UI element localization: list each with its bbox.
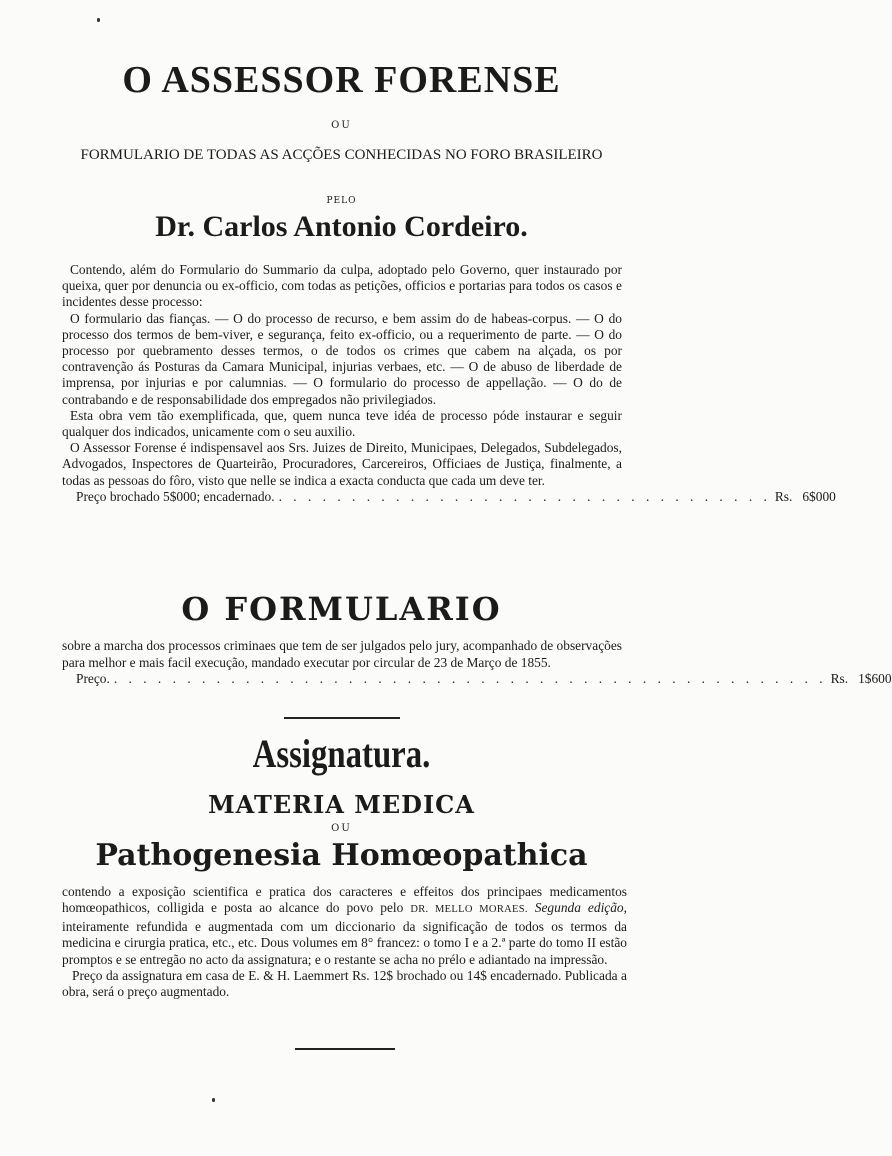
text-part: , inteiramente refundida e augmentada com um diccionario da significação de todos os termos da medicina e cirurgia pratica, etc., etc. Dous volumes em 8° francez: o tomo I e a 2.ª parte do tomo II estão promptos e se entregão no acto da assignatura; e o restante se acha no prélo e adiantado na impressão. — [62, 900, 627, 967]
section-divider — [284, 717, 400, 719]
closing-divider — [295, 1048, 395, 1050]
pathogenesia-title: Pathogenesia Homœopathica — [95, 838, 588, 873]
ink-speck — [97, 18, 100, 22]
price-amount: 6$000 — [802, 488, 836, 504]
subscription-text: Preço da assignatura em casa de E. & H. Laemmert Rs. 12$ brochado ou 14$ encadernado. Publicada a obra, será o preço augmentado. — [62, 968, 627, 1000]
pathogenesia-description — [62, 884, 627, 1001]
price-currency: Rs. — [774, 488, 793, 504]
subtitle: FORMULARIO DE TODAS AS ACÇÕES CONHECIDAS NO FORO BRASILEIRO — [80, 147, 603, 163]
description-paragraph: O Assessor Forense é indispensavel aos Srs. Juizes de Direito, Municipaes, Delegados, Subdelegados, Advogados, Inspectores de Quarteirão, Procuradores, Carcereiros, Officiaes de Justiça, finalmente, a todas as pessoas do fôro, visto que nelle se indica a exacta conducta que cada um deve ter. — [62, 440, 622, 488]
author-name: Dr. Carlos Antonio Cordeiro. — [155, 210, 528, 243]
leader-dots: . . . . . . . . . . . . . . . . . . . . . . . . . . . . . . . . . . — [278, 488, 771, 504]
assessor-price-line — [62, 488, 836, 505]
ink-speck — [212, 1098, 215, 1102]
leader-dots: . . . . . . . . . . . . . . . . . . . . . . . . . . . . . . . . . . . . . . . . . . . . . . . . . — [113, 671, 827, 686]
assessor-description — [62, 262, 836, 505]
description-paragraph: Contendo, além do Formulario do Summario da culpa, adoptado pelo Governo, quer instaurado por queixa, quer por denuncia ou ex-officio, com todas as petições, officios e portarias para todos os casos e incidentes desse processo: — [62, 262, 622, 310]
connector-ou: OU — [331, 823, 352, 834]
edition-note: Segunda edição — [534, 900, 624, 916]
pathogenesia-text — [62, 884, 627, 968]
page-title: O ASSESSOR FORENSE — [122, 59, 561, 101]
price-label: Preço. — [76, 671, 110, 686]
price-currency: Rs. — [830, 671, 849, 686]
description-paragraph: Esta obra vem tão exemplificada, que, quem nunca teve idéa de processo póde instaurar e seguir qualquer dos indicados, unicamente com o seu auxilio. — [62, 407, 622, 440]
author-reference: DR. MELLO MORAES. — [410, 904, 528, 916]
formulario-description — [62, 638, 892, 688]
text-part: contendo a exposição scientifica e pratica dos caracteres e effeitos dos principaes medicamentos homœopathicos, colligida e posta ao alcance do povo pelo — [62, 884, 627, 916]
materia-medica-heading: MATERIA MEDICA — [208, 790, 475, 819]
price-amount: 1$600 — [858, 671, 892, 686]
connector-pelo: PELO — [326, 196, 357, 206]
formulario-heading: O FORMULARIO — [181, 590, 502, 628]
formulario-text: sobre a marcha dos processos criminaes que tem de ser julgados pelo jury, acompanhado de observações para melhor e mais facil execução, mandado executar por circular de 23 de Março de 1855. — [62, 638, 622, 670]
assignatura-heading: Assignatura. — [252, 731, 431, 776]
description-paragraph: O formulario das fianças. — O do processo de recurso, e bem assim do de habeas-corpus. — O do processo dos termos de bem-viver, e segurança, feito ex-officio, ou a requerimento de parte. — O do processo por quebramento desses termos, o de todos os crimes que cabem na alçada, os por contravenção ás Posturas da Camara Municipal, injurias verbaes, etc. — O de abuso de liberdade de imprensa, por injurias e por calumnias. — O formulario do processo de appellação. — O do de contrabando e de responsabilidade dos empregados não privilegiados. — [62, 310, 622, 407]
formulario-price-line — [62, 671, 892, 688]
connector-ou: OU — [331, 120, 352, 131]
price-label: Preço brochado 5$000; encadernado. — [76, 488, 275, 504]
